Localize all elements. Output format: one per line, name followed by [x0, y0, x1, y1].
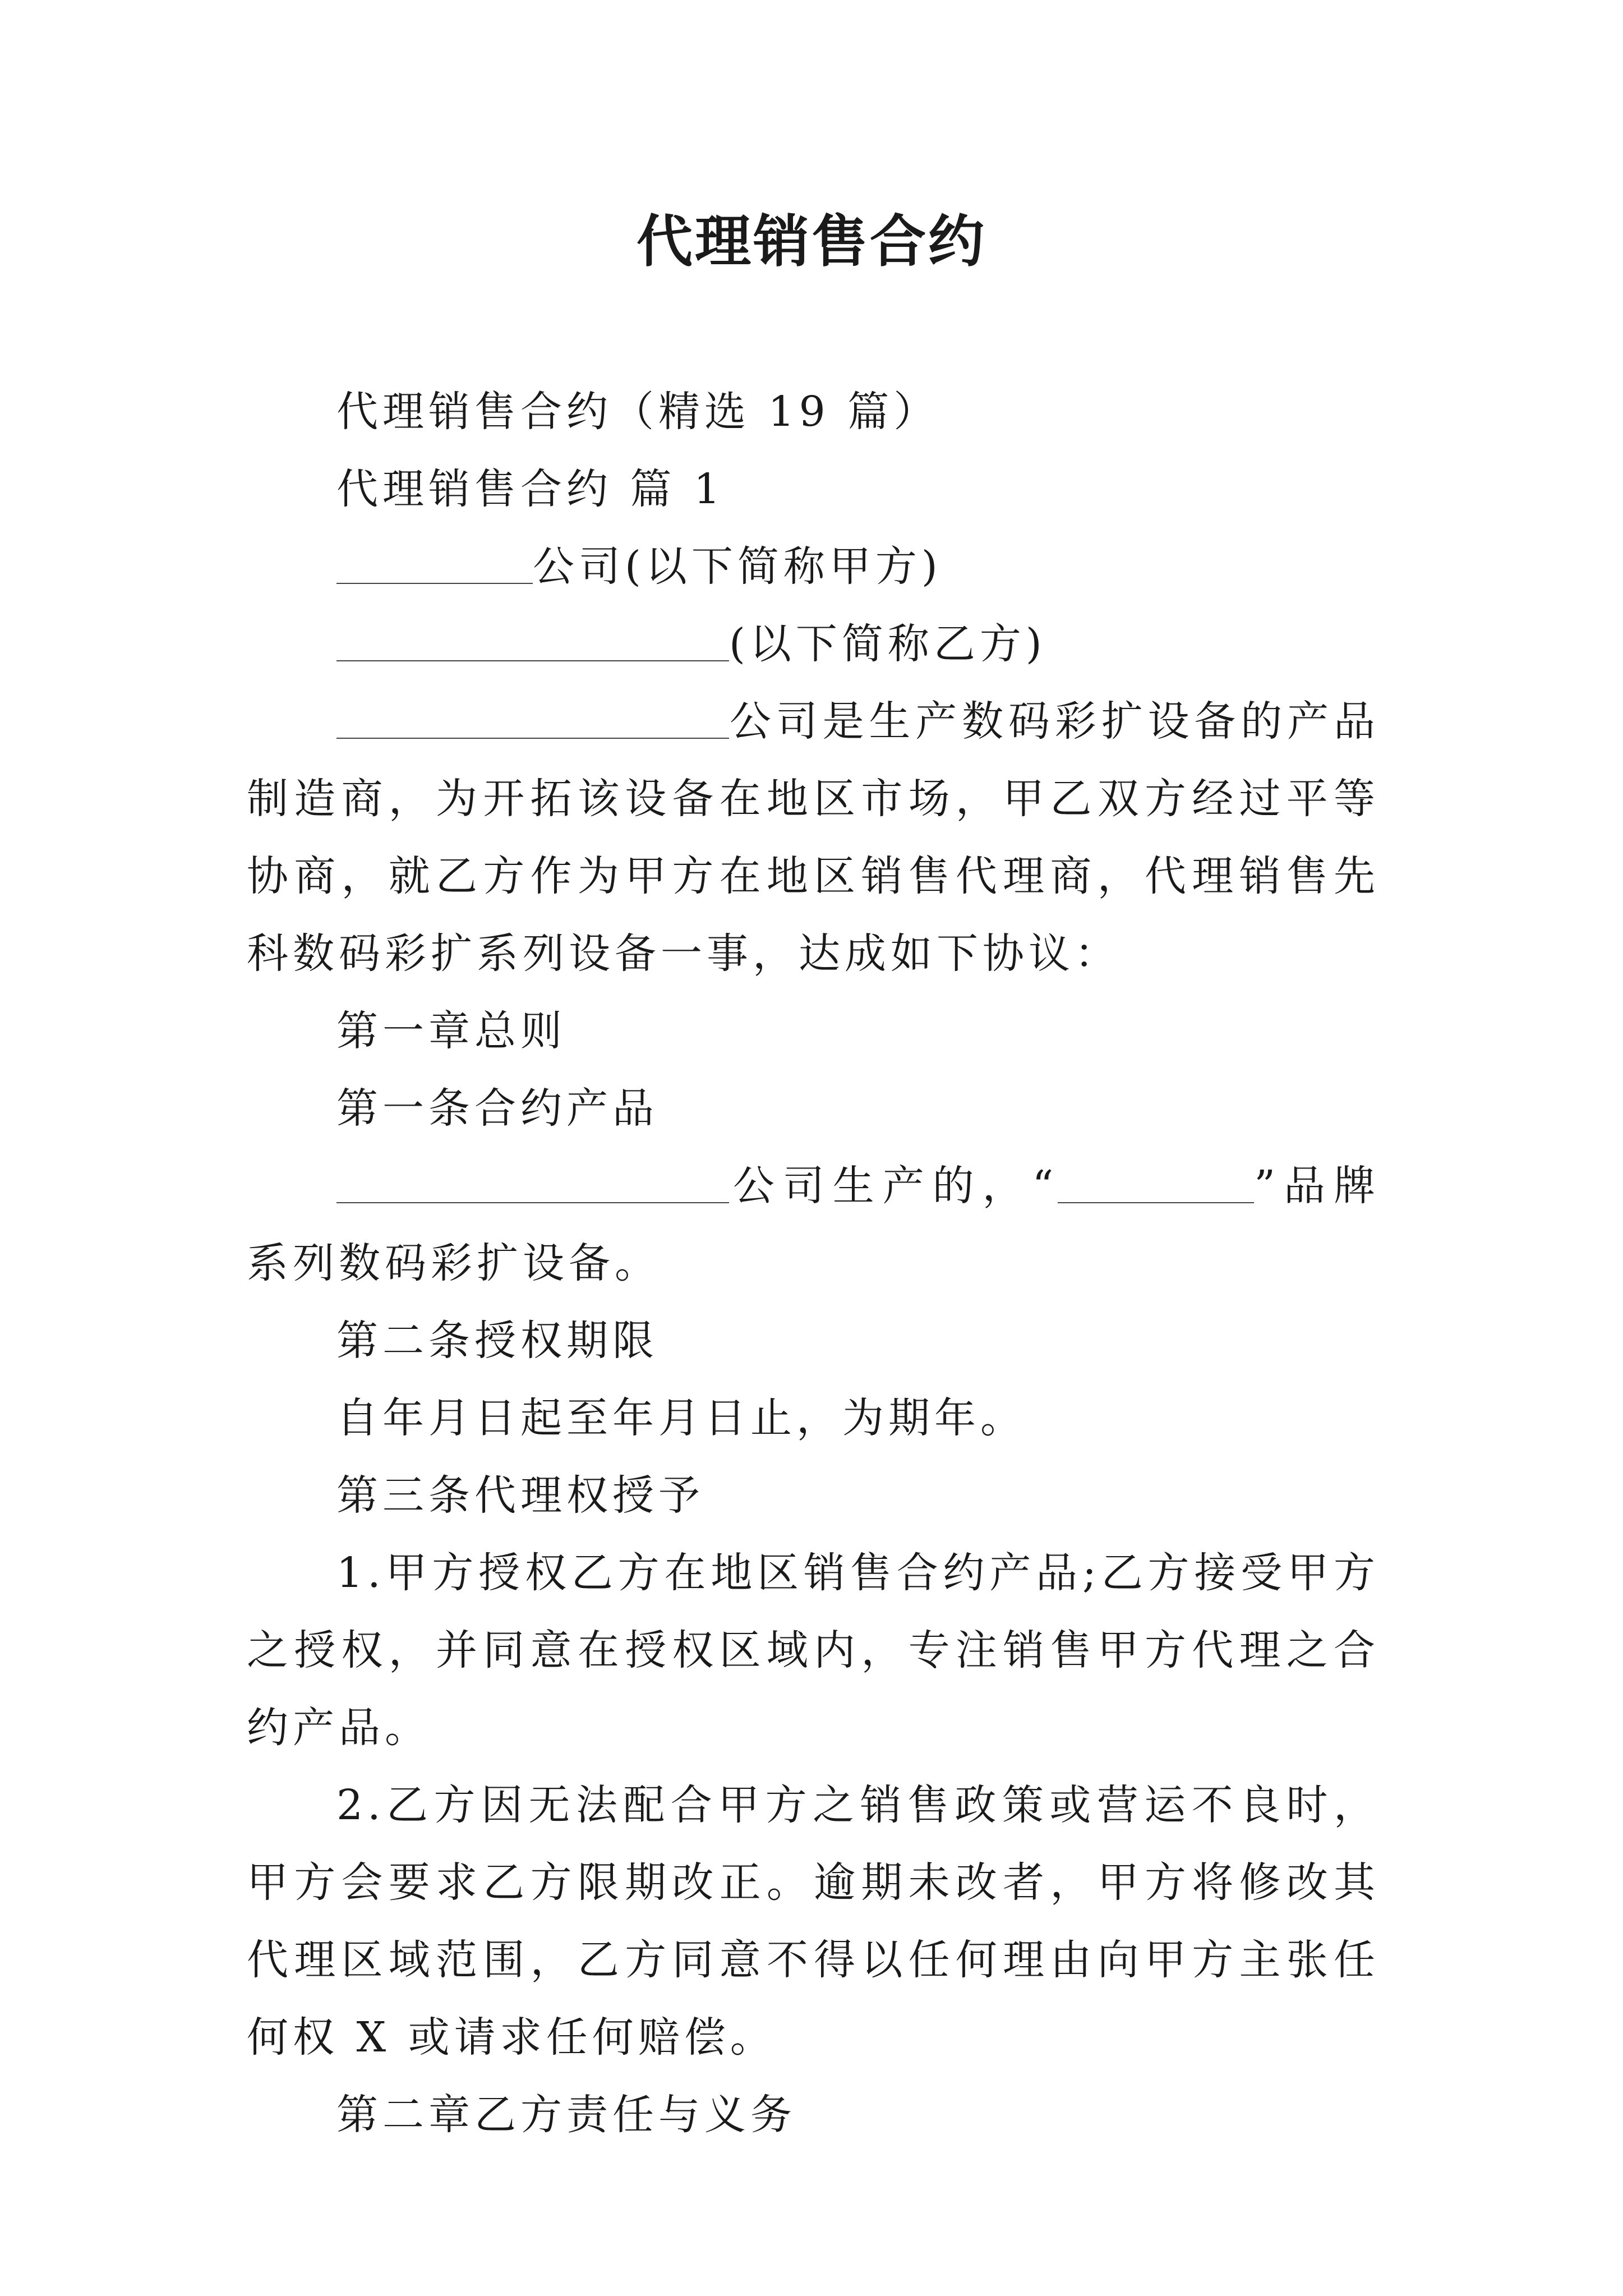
subtitle: 代理销售合约（精选 19 篇）	[336, 388, 940, 436]
article-3-heading: 第三条代理权授予	[336, 1471, 704, 1520]
product-text-mid: 公司生产的，“	[729, 1162, 1058, 1210]
chapter-1-heading: 第一章总则	[336, 1007, 566, 1055]
article-2-heading: 第二条授权期限	[336, 1317, 658, 1365]
document-body	[247, 373, 1380, 2154]
party-a-text: 公司(以下简称甲方)	[533, 542, 942, 591]
blank-field	[336, 1161, 729, 1203]
product-paragraph	[247, 1147, 1380, 1302]
blank-field	[336, 541, 533, 584]
term-paragraph: 自年月日起至年月日止，为期年。	[336, 1394, 1026, 1442]
intro-paragraph	[247, 683, 1380, 992]
party-b-line	[247, 605, 1380, 683]
blank-field	[336, 696, 729, 739]
blank-field	[336, 619, 729, 661]
party-b-text: (以下简称乙方)	[729, 620, 1046, 668]
document-title: 代理销售合约	[637, 208, 986, 274]
party-a-line	[247, 528, 1380, 605]
blank-field	[1058, 1161, 1254, 1203]
product-text-end: ”品牌系列数码彩扩设备。	[247, 1162, 1380, 1287]
article-1-heading: 第一条合约产品	[336, 1084, 658, 1133]
clause-1: 1.甲方授权乙方在地区销售合约产品;乙方接受甲方之授权，并同意在授权区域内，专注销售甲方代理之合约产品。	[247, 1549, 1380, 1752]
part-heading: 代理销售合约 篇 1	[336, 465, 725, 513]
clause-2: 2.乙方因无法配合甲方之销售政策或营运不良时，甲方会要求乙方限期改正。逾期未改者，甲方将修改其代理区域范围，乙方同意不得以任何理由向甲方主张任何权 X 或请求任何赔偿。	[247, 1781, 1380, 2062]
chapter-2-heading: 第二章乙方责任与义务	[336, 2091, 796, 2139]
intro-text: 公司是生产数码彩扩设备的产品制造商，为开拓该设备在地区市场，甲乙双方经过平等协商，就乙方作为甲方在地区销售代理商，代理销售先科数码彩扩系列设备一事，达成如下协议：	[247, 697, 1380, 978]
